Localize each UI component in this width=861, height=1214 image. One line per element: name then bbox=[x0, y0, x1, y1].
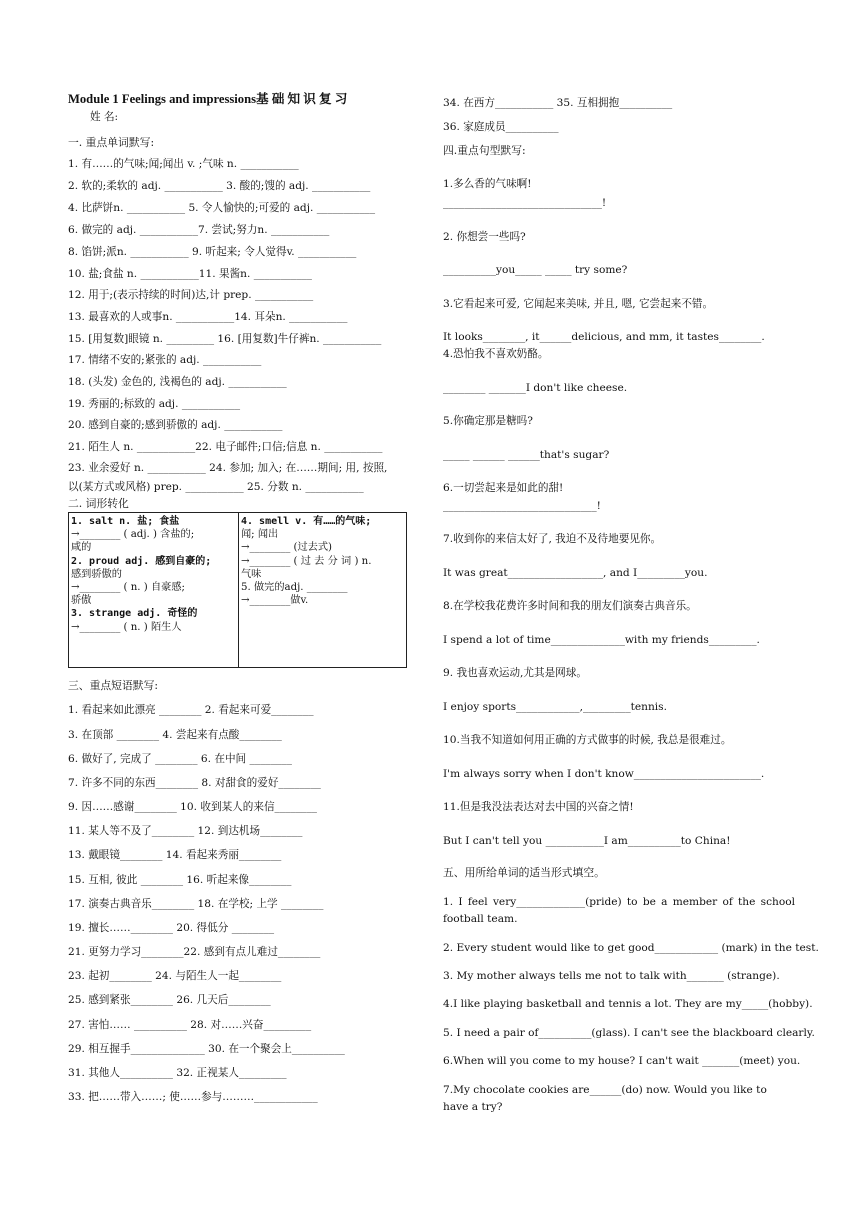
sentence-answer: ______________________________! bbox=[443, 197, 607, 209]
sentence-answer: I enjoy sports____________,_________tennis. bbox=[443, 701, 667, 713]
sentence-answer: It looks________, it______delicious, and mm, it tastes________. bbox=[443, 331, 765, 343]
sentence-answer: It was great__________________, and I_________you. bbox=[443, 567, 708, 579]
word-item: 8. 馅饼;派n. ___________ 9. 听起来; 令人觉得v. ___________ bbox=[68, 246, 357, 258]
word-form-cell-right bbox=[239, 513, 407, 668]
word-item: 4. 比萨饼n. ___________ 5. 令人愉快的;可爱的 adj. ___________ bbox=[68, 202, 375, 214]
fill-in-item: 1. I feel very_____________(pride) to be a member of the school football team. bbox=[443, 896, 795, 925]
phrase-item: 15. 互相, 彼此 ________ 16. 听起来像________ bbox=[68, 874, 292, 886]
phrase-item: 27. 害怕…… __________ 28. 对……兴奋_________ bbox=[68, 1019, 312, 1031]
phrase-item: 25. 感到紧张________ 26. 几天后________ bbox=[68, 994, 271, 1006]
word-form-line: 气味 bbox=[241, 568, 262, 580]
phrase-item: 33. 把……带入……; 使……参与………____________ bbox=[68, 1091, 318, 1103]
word-form-line: 3. strange adj. 奇怪的 bbox=[71, 608, 198, 620]
sentence-prompt: 10.当我不知道如何用正确的方式做事的时候, 我总是很难过。 bbox=[443, 734, 732, 746]
sentence-answer: I'm always sorry when I don't know________________________. bbox=[443, 768, 765, 780]
fill-in-item: 2. Every student would like to get good____________ (mark) in the test. bbox=[443, 942, 819, 954]
sentence-answer: I spend a lot of time______________with my friends_________. bbox=[443, 634, 760, 646]
word-form-line: 1. salt n. 盐; 食盐 bbox=[71, 516, 180, 527]
word-item: 10. 盐;食盐 n. ___________11. 果酱n. ___________ bbox=[68, 268, 312, 280]
word-form-line: →________做v. bbox=[241, 595, 309, 607]
fill-in-item: 3. My mother always tells me not to talk with_______ (strange). bbox=[443, 970, 780, 982]
section1-heading: 一. 重点单词默写: bbox=[68, 136, 155, 149]
fill-in-item: 4.I like playing basketball and tennis a lot. They are my_____(hobby). bbox=[443, 998, 813, 1010]
word-form-line: →________ ( n. ) 自豪感; bbox=[71, 582, 185, 594]
word-item: 17. 情绪不安的;紧张的 adj. ___________ bbox=[68, 354, 262, 366]
sentence-prompt: 9. 我也喜欢运动,尤其是网球。 bbox=[443, 667, 587, 679]
phrase-item: 31. 其他人__________ 32. 正视某人_________ bbox=[68, 1067, 287, 1079]
word-item: 12. 用于;(表示持续的时间)达,计 prep. ___________ bbox=[68, 289, 314, 301]
word-form-line: →________ ( 过 去 分 词 ) n. bbox=[241, 555, 372, 567]
phrase-item: 6. 做好了, 完成了 ________ 6. 在中间 ________ bbox=[68, 753, 292, 765]
phrase-item: 17. 演奏古典音乐________ 18. 在学校; 上学 ________ bbox=[68, 898, 324, 910]
word-item: 19. 秀丽的;标致的 adj. ___________ bbox=[68, 398, 241, 410]
sentence-prompt: 2. 你想尝一些吗? bbox=[443, 231, 526, 243]
name-label: 姓 名: bbox=[90, 111, 119, 123]
fill-in-item: 5. I need a pair of__________(glass). I can't see the blackboard clearly. bbox=[443, 1027, 815, 1039]
sentence-prompt: 8.在学校我花费许多时间和我的朋友们演奏古典音乐。 bbox=[443, 600, 697, 612]
word-item: 15. [用复数]眼镜 n. _________ 16. [用复数]牛仔裤n. ___________ bbox=[68, 333, 382, 345]
section4-heading: 四.重点句型默写: bbox=[443, 144, 526, 157]
page-title: Module 1 Feelings and impressions基 础 知 识 复 习 bbox=[68, 92, 348, 106]
word-form-line: →________ ( adj. ) 含盐的; bbox=[71, 529, 195, 541]
phrase-item: 1. 看起来如此漂亮 ________ 2. 看起来可爱________ bbox=[68, 704, 314, 716]
section5-heading: 五、用所给单词的适当形式填空。 bbox=[443, 866, 605, 879]
phrase-item: 3. 在顶部 ________ 4. 尝起来有点酸________ bbox=[68, 729, 282, 741]
word-form-line: 咸的 bbox=[71, 542, 92, 554]
word-item: 以(某方式或风格) prep. ___________ 25. 分数 n. ___________ bbox=[68, 481, 364, 493]
fill-in-item: 7.My chocolate cookies are______(do) now. Would you like to have a try? bbox=[443, 1084, 767, 1113]
word-form-line: 5. 做完的adj. ________ bbox=[241, 582, 348, 594]
word-form-cell-left bbox=[69, 513, 239, 668]
phrase-item: 23. 起初________ 24. 与陌生人一起________ bbox=[68, 970, 282, 982]
word-form-line: →________ ( n. ) 陌生人 bbox=[71, 621, 182, 633]
sentence-answer: _____________________________! bbox=[443, 500, 601, 512]
word-form-line: 2. proud adj. 感到自豪的; bbox=[71, 555, 212, 567]
sentence-answer: ________ _______I don't like cheese. bbox=[443, 382, 628, 394]
phrase-item: 36. 家庭成员__________ bbox=[443, 121, 559, 133]
phrase-item: 19. 擅长……________ 20. 得低分 ________ bbox=[68, 922, 275, 934]
word-item: 1. 有……的气味;闻;闻出 v. ;气味 n. ___________ bbox=[68, 158, 299, 170]
section3-heading: 三、重点短语默写: bbox=[68, 679, 159, 692]
word-form-table bbox=[68, 512, 407, 668]
section2-heading: 二. 词形转化 bbox=[68, 497, 129, 510]
word-form-line: →________ (过去式) bbox=[241, 542, 333, 554]
sentence-prompt: 1.多么香的气味啊! bbox=[443, 178, 532, 190]
sentence-prompt: 4.恐怕我不喜欢奶酪。 bbox=[443, 348, 549, 360]
phrase-item: 13. 戴眼镜________ 14. 看起来秀丽________ bbox=[68, 849, 282, 861]
sentence-answer: But I can't tell you ___________I am__________to China! bbox=[443, 835, 731, 847]
fill-in-item: 6.When will you come to my house? I can't wait _______(meet) you. bbox=[443, 1055, 801, 1067]
word-item: 21. 陌生人 n. ___________22. 电子邮件;口信;信息 n. ___________ bbox=[68, 441, 383, 453]
word-item: 6. 做完的 adj. ___________7. 尝试;努力n. ___________ bbox=[68, 224, 330, 236]
sentence-prompt: 6.一切尝起来是如此的甜! bbox=[443, 482, 564, 494]
sentence-prompt: 5.你确定那是糖吗? bbox=[443, 415, 533, 427]
sentence-prompt: 11.但是我没法表达对去中国的兴奋之情! bbox=[443, 801, 634, 813]
word-item: 20. 感到自豪的;感到骄傲的 adj. ___________ bbox=[68, 419, 283, 431]
word-form-line: 闻; 闻出 bbox=[241, 529, 279, 541]
phrase-item: 29. 相互握手______________ 30. 在一个聚会上__________ bbox=[68, 1043, 345, 1055]
word-form-line: 骄傲 bbox=[71, 595, 92, 607]
phrase-item: 21. 更努力学习________22. 感到有点儿难过________ bbox=[68, 946, 321, 958]
word-item: 2. 软的;柔软的 adj. ___________ 3. 酸的;馊的 adj. ___________ bbox=[68, 180, 371, 192]
sentence-prompt: 7.收到你的来信太好了, 我迫不及待地要见你。 bbox=[443, 533, 662, 545]
phrase-item: 9. 因……感谢________ 10. 收到某人的来信________ bbox=[68, 801, 317, 813]
sentence-prompt: 3.它看起来可爱, 它闻起来美味, 并且, 嗯, 它尝起来不错。 bbox=[443, 298, 714, 310]
phrase-item: 11. 某人等不及了________ 12. 到达机场________ bbox=[68, 825, 303, 837]
sentence-answer: _____ ______ ______that's sugar? bbox=[443, 449, 610, 461]
sentence-answer: __________you_____ _____ try some? bbox=[443, 264, 628, 276]
word-form-line: 4. smell v. 有……的气味; bbox=[241, 516, 372, 527]
phrase-item: 7. 许多不同的东西________ 8. 对甜食的爱好________ bbox=[68, 777, 321, 789]
word-item: 23. 业余爱好 n. ___________ 24. 参加; 加入; 在……期间; 用, 按照, bbox=[68, 462, 388, 474]
word-item: 18. (头发) 金色的, 浅褐色的 adj. ___________ bbox=[68, 376, 287, 388]
phrase-item: 34. 在西方___________ 35. 互相拥抱__________ bbox=[443, 97, 673, 109]
word-item: 13. 最喜欢的人或事n. ___________14. 耳朵n. ___________ bbox=[68, 311, 348, 323]
word-form-line: 感到骄傲的 bbox=[71, 568, 122, 580]
